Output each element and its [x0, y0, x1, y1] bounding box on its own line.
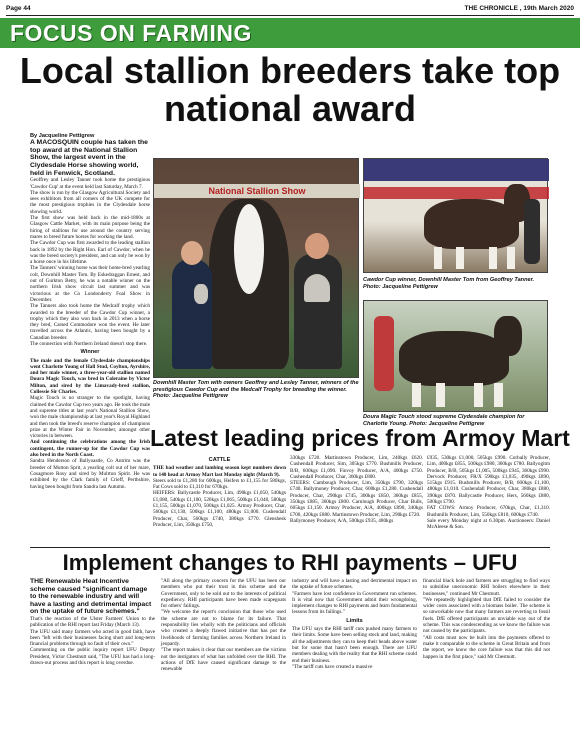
page-number: Page 44	[6, 5, 31, 12]
paragraph: 330kgs £720. Martinstown Producer, Lim, 240kgs £620. Cushendall Producer, Sim, 305kgs £770. Bushmills Producer, B/B, 600kgs £1,090. Finvoy Producer, A/A, 400kgs £750. Cushendall Producer, Char, 360kgs £800.	[290, 455, 423, 480]
masthead	[6, 3, 574, 15]
paragraph: Geoffrey and Lesley Tanner took home the prestigious 'Cawdor Cup' at the event held last Saturday, March 7.	[30, 177, 150, 190]
paragraph: That's the reaction of the Ulster Farmers' Union to the publication of the RHI report last Friday (March 13).	[30, 615, 155, 629]
paragraph: The Tanners also took home the Medcalf trophy which awarded to the breeder of the Cawdor Cup winner, a trophy which they also won back in 2013 when a horse they bred, Carsed Commodore won the event. He later travelled across the Atlantic, having been bought by a Canadian breeder.	[30, 303, 150, 341]
horse-body	[399, 331, 509, 386]
paragraph: industry and will have a lasting and detrimental impact on the uptake of future schemes.	[292, 578, 417, 591]
paragraph: Ballymoney Producer, A/A, 500kgs £935, 480kgs	[290, 517, 394, 524]
paragraph: STEERS: Cambough Producer, Lim, 350kgs £790, 320kgs £740. Ballymoney Producer, Char, 600kgs £1,280. Cushendall Producer, Char, 290kgs £745, 300kgs £850, 360kgs £855, 350kgs £885, 360kgs £800. Carnlough Producer, Char Bulls, 605kgs £1,150. Armoy Producer, A/A, 400kgs £890, 340kgs £700, 420kgs £880. Martinstown Producer, Lim, 290kgs £720.	[290, 480, 423, 518]
handler	[524, 199, 540, 264]
person-right-head	[305, 233, 329, 259]
paragraph: The Cawdor Cup was first awarded to the leading stallion back in 1892 by the Right Hon. Earl of Cawdor, when he was the breed society's president, and can only be won by a horse once in his lifetime.	[30, 240, 150, 266]
paragraph: And continuing the celebrations among the Irish contingent, the runner-up for the Cawdor Cup was also bred in the North Coast.	[30, 439, 150, 459]
person-left-head	[181, 241, 203, 265]
story2-column-3	[427, 455, 550, 545]
horse-leg	[436, 383, 445, 407]
paragraph: "All costs must now be built into the payments offered to make it comparable to the scheme in Great Britain and from the report, we know the core failure was that this did not happen in the first place," said Mr Chestnutt.	[423, 634, 550, 660]
paragraph: HEIFERS: Ballycastle Producer, Lim, 490kgs £1,050, 540kgs £1,080, 540kgs £1,100, 520kgs £1,065, 500kgs £1,040, 580kgs £1,155, 500kgs £1,070, 500kgs £1,025. Armoy Producer, Char, 560kgs £1,130, 500kgs £1,100, 480kgs £1,000. Cushendall Producer, Char, 560kgs £740, 380kgs £770. Glenshesk Producer, Lim, 350kgs £750,	[153, 490, 286, 528]
paragraph: Steers sold to £1,280 for 600kgs, Heifers to £1,155 for 580kgs, Fat Cows sold to £1,310 for 670kgs.	[153, 477, 286, 491]
horse-leg	[474, 383, 483, 407]
horse-leg	[489, 247, 497, 269]
story1-column-1	[30, 133, 150, 490]
paragraph: The UFU says the RHI tariff cuts pushed many farmers to their limits. Some have been selling stock and land, making all the adjustments they can to keep their heads above water but for some that hasn't been enough. There are UFU members dealing with the reality that the RHI scheme could end their business.	[292, 626, 417, 664]
horse-leg	[507, 247, 515, 269]
story2-column-2	[290, 455, 423, 545]
paragraph: Sale every Monday night at 6.30pm. Auctioneers: Daniel McAleese & Son.	[427, 517, 550, 531]
story2-column-1	[153, 455, 286, 545]
paragraph: "We welcome the report's conclusion that those who used the scheme are not to blame for its failure. That responsibility lies wholly with the politicians and officials who created a deeply flawed initiative that has put the livelihoods of farming families across Northern Ireland in jeopardy.	[161, 609, 286, 647]
section-title: FOCUS ON FARMING	[10, 20, 252, 46]
person-right	[294, 254, 342, 369]
paragraph: The show is run by the Glasgow Agricultural Society and sees exhibitors from all corners of the UK compete for the most prestigious trophies in the Clydesdale horse showing world.	[30, 189, 150, 215]
horse-head	[494, 316, 522, 356]
horse-leg	[456, 247, 464, 269]
story1-lead: A MACOSQUIN couple has taken the top award at the National Stallion Show, the largest event in the Clydesdale Horse showing world, held in Fenwick, Scotland.	[30, 139, 148, 177]
paragraph: The first show was held back in the mid-1800s at Glasgow Cattle Market, with its main purpose being the hiring of stallions for use around the country serving mares to breed future horses for working the land.	[30, 215, 150, 240]
trophy-icon	[194, 284, 208, 304]
paragraph: "We repeatedly highlighted that DfE failed to consider the wider costs associated with a biomass boiler. The scheme is so unworkable now that many farmers are reverting to fossil fuels. DfE offered participants an unviable way out of the scheme. This was condescending as we know the failure was not caused by the participants.	[423, 596, 550, 635]
story3-column-1	[30, 578, 155, 728]
story3-column-3	[292, 578, 417, 728]
subhead-winner: Winner	[80, 349, 100, 356]
show-sign: National Stallion Show	[154, 184, 360, 198]
photo-tanners-with-horse	[153, 158, 359, 378]
paragraph: Sandra Henderson of Ballyoastle, Co Antrim was the breeder of Mutton Sprit, a yearling colt out of her mare, Cosagmore Rosy and sired by Mulrton Spirit. He was exhibited by the Clark family of Crieff, Perthshire, having been bought from Sandra last Autumn.	[30, 458, 150, 490]
caption-main-photo: Downhill Master Tom with owners Geoffrey and Lesley Tanner, winners of the prestigious Cawdor Cup and the Medcalf Trophy for breeding the winner. Photo: Jacqueline Pettigrew	[153, 380, 359, 400]
trophy-icon	[304, 274, 330, 302]
paragraph: £935, 530kgs £1,000, 505kgs £990. Corbally Producer, Lim, 400kgs £855, 500kgs £980, 360kgs £780. Ballyogitm Producer, B/B, 505kgs £1,005, 500kgs £945, 360kgs £990. Dervock Producer, FR/X 590kgs £1,035, 490kgs £890, 515kgs £915. Bushmills Producer, B/B, 600kgs £1,100, 480kgs £1,010. Cushendall Producer, Char, 380kgs £880, 390kgs £870. Ballycastle Producer, Hers, 560kgs £880, 500kgs £790.	[427, 455, 550, 506]
section-banner	[0, 18, 580, 48]
headline-armoy-mart: Latest leading prices from Armoy Mart	[150, 425, 570, 451]
caption-doura-photo: Doura Magic Touch stood supreme Clydesdale champion for Charlotte Young. Photo: Jacqueline Pettigrew	[363, 414, 525, 427]
paragraph: "Farmers have lost confidence in Government run schemes. It is vital now that Government admit their wrongdoing, implement changes to RHI payments and learn fundamental lessons from its failings."	[292, 590, 417, 616]
horse-leg	[494, 383, 503, 407]
paragraph: "The tariff cuts have created a massive	[292, 663, 373, 670]
paragraph: "All along the primary concern for the UFU has been our members who put their trust in this scheme and the Government, only to be sold out to the interests of political expediency. RHI participants have been made scapegoats for others' failings.	[161, 578, 286, 610]
headline-rhi-payments: Implement changes to RHI payments – UFU	[62, 550, 518, 575]
headline-stallion: Local stallion breeders take top national award	[19, 50, 561, 129]
story3-column-2	[161, 578, 286, 728]
divider	[30, 547, 550, 548]
paragraph: financial black hole and farmers are struggling to find ways to subsidise uneconomic RHI boilers elsewhere in their businesses," continued Mr Chestnutt.	[423, 578, 550, 597]
person-left	[172, 259, 212, 369]
paragraph: The connection with Northern Ireland doesn't stop there.	[30, 340, 148, 347]
horse-leg	[434, 247, 442, 269]
paragraph: FAT COWS: Armoy Producer, 670kgs, Char, £1,310. Bushmills Producer, Lim, 550kgs £810, 600kgs £740.	[427, 505, 550, 518]
story3-column-4	[423, 578, 550, 728]
paragraph: THE bad weather and lambing season kept numbers down to 140 head at Armoy Mart last Monday night (March 9).	[153, 465, 286, 478]
paper-date: THE CHRONICLE , 19th March 2020	[464, 5, 574, 12]
photo-cawdor-cup-winner	[363, 158, 548, 273]
story3-lead: THE Renewable Heat Incentive scheme caused "significant damage to the renewable industry and will have a lasting and detrimental impact on the uptake of future schemes."	[30, 578, 152, 616]
horse-leg	[412, 383, 421, 407]
paragraph: The Tanners' winning horse was their home-bred yearling colt, Downhill Master Tom. By Eskedraggan Ernest, and out of Gurkton Betty, he was a notable winner on the northern Irish show circuit last summer and was victorious at the Co Londonderry Foal Show in December.	[30, 265, 150, 303]
paragraph: The male and the female Clydesdale championships went Charlotte Young of Hall Stud, Coylton, Ayrshire, and her male winner, a three-year-old stallion named Doura Magic Touch, was bred in Coleraine by Victor Milton, and sired by the Limavady-bred stallion, Collessie Sir Charles.	[30, 357, 150, 396]
paragraph: Commenting on the public inquiry report UFU Deputy President, Victor Chestnutt said, "The UFU has had a long-drawn-out process and this report is long overdue.	[30, 647, 155, 667]
subhead-limits: Limits	[346, 617, 363, 624]
photo-doura-magic-touch	[363, 300, 548, 412]
paragraph: The UFU said many farmers who acted in good faith, have been "left with their businesses facing short and long-term financial problems through no fault of their own."	[30, 628, 155, 648]
background-banner	[364, 159, 549, 181]
divider	[6, 15, 574, 16]
handler	[374, 316, 394, 391]
paragraph: "The report makes it clear that our members are the victims not the instigators of what has unfolded over the RHI. The actions of DfE have caused significant damage to the renewable	[161, 647, 286, 673]
subhead-cattle: CATTLE	[208, 457, 231, 463]
paragraph: Magic Touch is no stranger to the spotlight, having claimed the Cawdor Cup two years ago. He took the male and supreme titles at last year's National Stallion Show, won the male championship at last year's Royal Highland and then took the breed's reserve champion of champions prize at the Winter Fair in November, amongst other victories in between.	[30, 395, 150, 440]
caption-cawdor-photo: Cawdor Cup winner, Downhill Master Tom from Geoffrey Tanner. Photo: Jacqueline Pettigrew	[363, 277, 535, 290]
byline: By Jacqueline Pettigrew	[30, 133, 95, 139]
horse-blaze	[234, 204, 264, 294]
